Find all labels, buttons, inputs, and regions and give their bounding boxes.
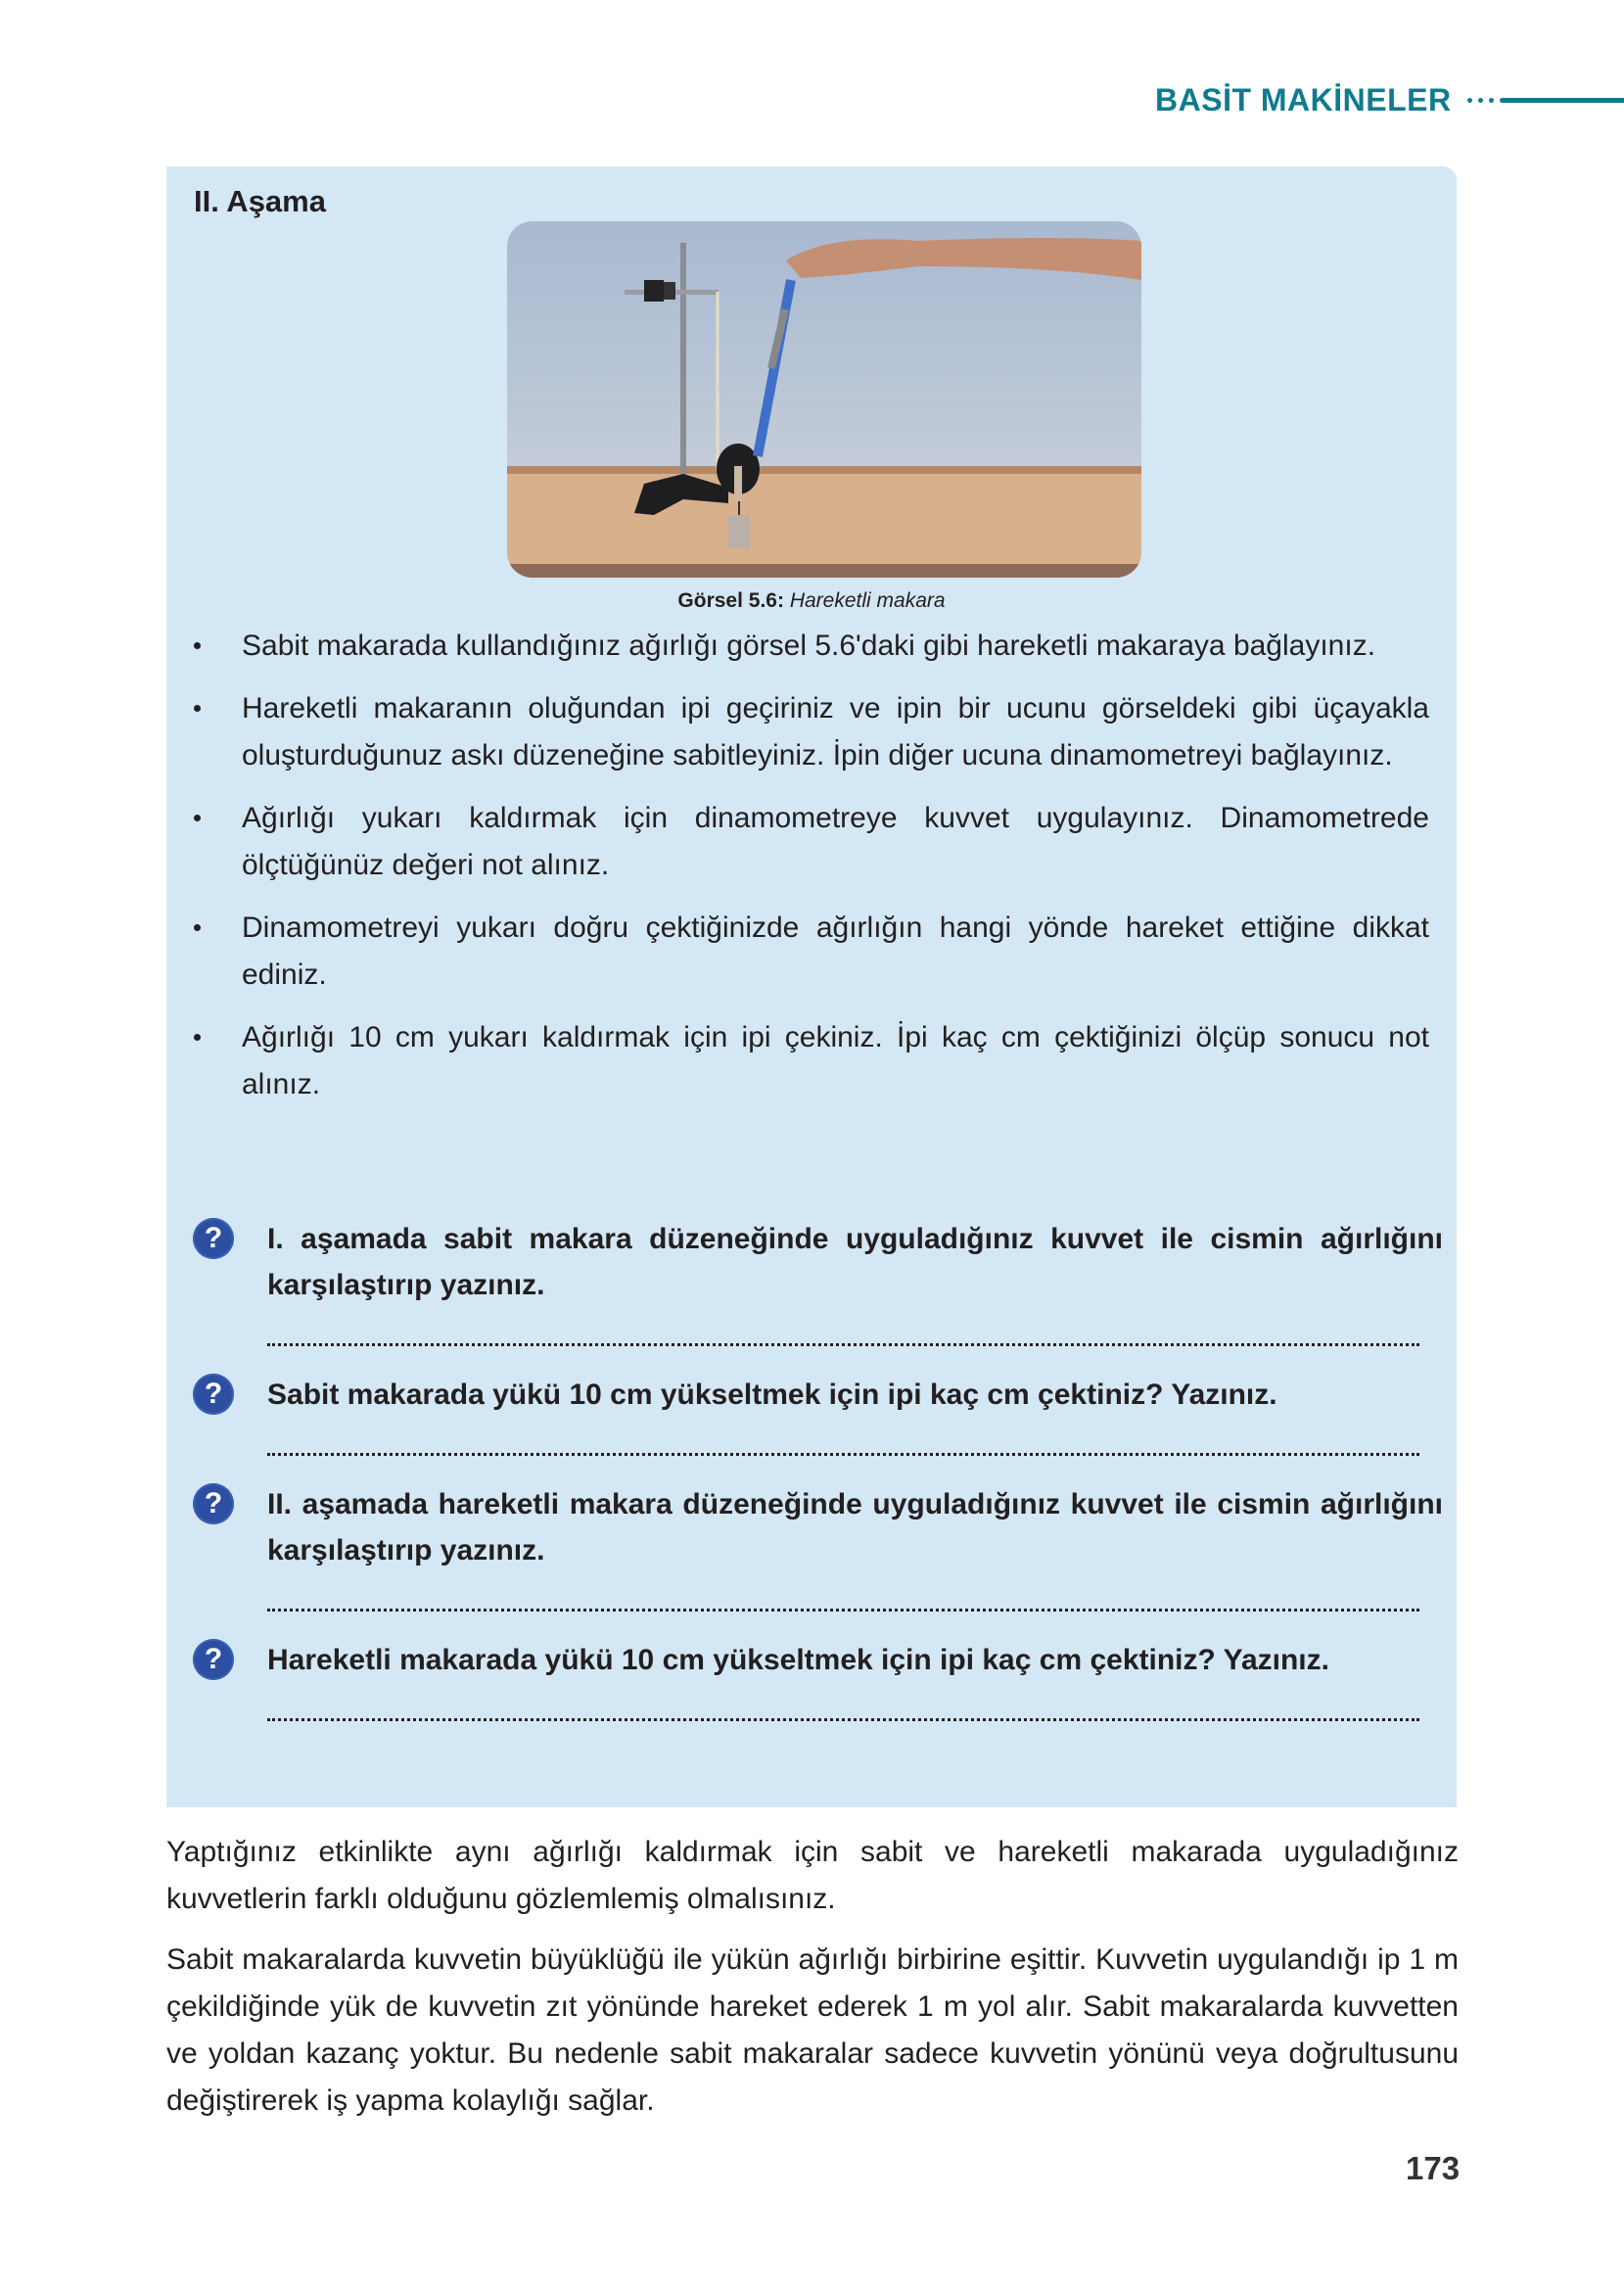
instruction-item: Ağırlığı 10 cm yukarı kaldırmak için ipi çekiniz. İpi kaç cm çektiğinizi ölçüp sonucu not alınız. (186, 1014, 1429, 1108)
question-text: Hareketli makarada yükü 10 cm yükseltmek için ipi kaç cm çektiniz? Yazınız. (267, 1644, 1329, 1676)
answer-line[interactable] (267, 1333, 1419, 1346)
instruction-item: Dinamometreyi yukarı doğru çektiğinizde ağırlığın hangi yönde hareket ettiğine dikkat ediniz. (186, 905, 1429, 999)
chapter-header (1155, 76, 1624, 123)
bullet-icon (194, 705, 201, 712)
question-mark-icon: ? (193, 1218, 234, 1259)
question-item (166, 1481, 1457, 1612)
instruction-item: Ağırlığı yukarı kaldırmak için dinamometreye kuvvet uygulayınız. Dinamometrede ölçtüğünüz değeri not alınız. (186, 795, 1429, 889)
question-item (166, 1372, 1457, 1456)
chapter-title: BASİT MAKİNELER (1155, 81, 1452, 117)
question-text: II. aşamada hareketli makara düzeneğinde uyguladığınız kuvvet ile cismin ağırlığını karşılaştırıp yazınız. (267, 1488, 1443, 1566)
header-rule (1500, 98, 1624, 103)
bullet-icon (194, 815, 201, 821)
question-text: I. aşamada sabit makara düzeneğinde uyguladığınız kuvvet ile cismin ağırlığını karşılaştırıp yazınız. (267, 1223, 1443, 1301)
bullet-icon (194, 1034, 201, 1041)
question-list (166, 1216, 1457, 1721)
question-item (166, 1637, 1457, 1721)
figure-label: Görsel 5.6: (677, 589, 784, 612)
bullet-icon (194, 924, 201, 931)
figure-caption (166, 589, 1457, 613)
answer-line[interactable] (267, 1708, 1419, 1721)
body-paragraph: Sabit makaralarda kuvvetin büyüklüğü ile yükün ağırlığı birbirine eşittir. Kuvvetin uygulandığı ip 1 m çekildiğinde yük de kuvvetin zıt yönünde hareket ederek 1 m yol alır. Sabit makaralarda kuvvetten ve yoldan kazanç yoktur. Bu nedenle sabit makaralar sadece kuvvetin yönünü veya doğrultusunu değiştirerek iş yapma kolaylığı sağlar. (166, 1943, 1459, 2117)
answer-line[interactable] (267, 1443, 1419, 1456)
instruction-list (186, 623, 1429, 1124)
figure-caption-text: Hareketli makara (789, 589, 946, 612)
bullet-icon (194, 642, 201, 649)
body-paragraph: Yaptığınız etkinlikte aynı ağırlığı kaldırmak için sabit ve hareketli makarada uyguladığınız kuvvetlerin farklı olduğunu gözlemlemiş olmalısınız. (166, 1836, 1459, 1915)
question-mark-icon: ? (193, 1374, 234, 1415)
figure-movable-pulley-photo (507, 221, 1141, 578)
instruction-item: Hareketli makaranın oluğundan ipi geçiriniz ve ipin bir ucunu görseldeki gibi üçayakla oluşturduğunuz askı düzeneğine sabitleyiniz. İpin diğer ucuna dinamometreyi bağlayınız. (186, 685, 1429, 779)
answer-line[interactable] (267, 1599, 1419, 1612)
question-item (166, 1216, 1457, 1346)
question-text: Sabit makarada yükü 10 cm yükseltmek için ipi kaç cm çektiniz? Yazınız. (267, 1379, 1277, 1411)
instruction-item: Sabit makarada kullandığınız ağırlığı görsel 5.6'daki gibi hareketli makaraya bağlayınız. (186, 623, 1429, 670)
header-dots-decoration (1467, 98, 1494, 103)
page-number: 173 (1406, 2150, 1461, 2186)
body-text (166, 1829, 1459, 2138)
question-mark-icon: ? (193, 1483, 234, 1524)
question-mark-icon: ? (193, 1639, 234, 1680)
activity-box (166, 166, 1457, 1807)
stage-title: II. Aşama (194, 184, 326, 218)
